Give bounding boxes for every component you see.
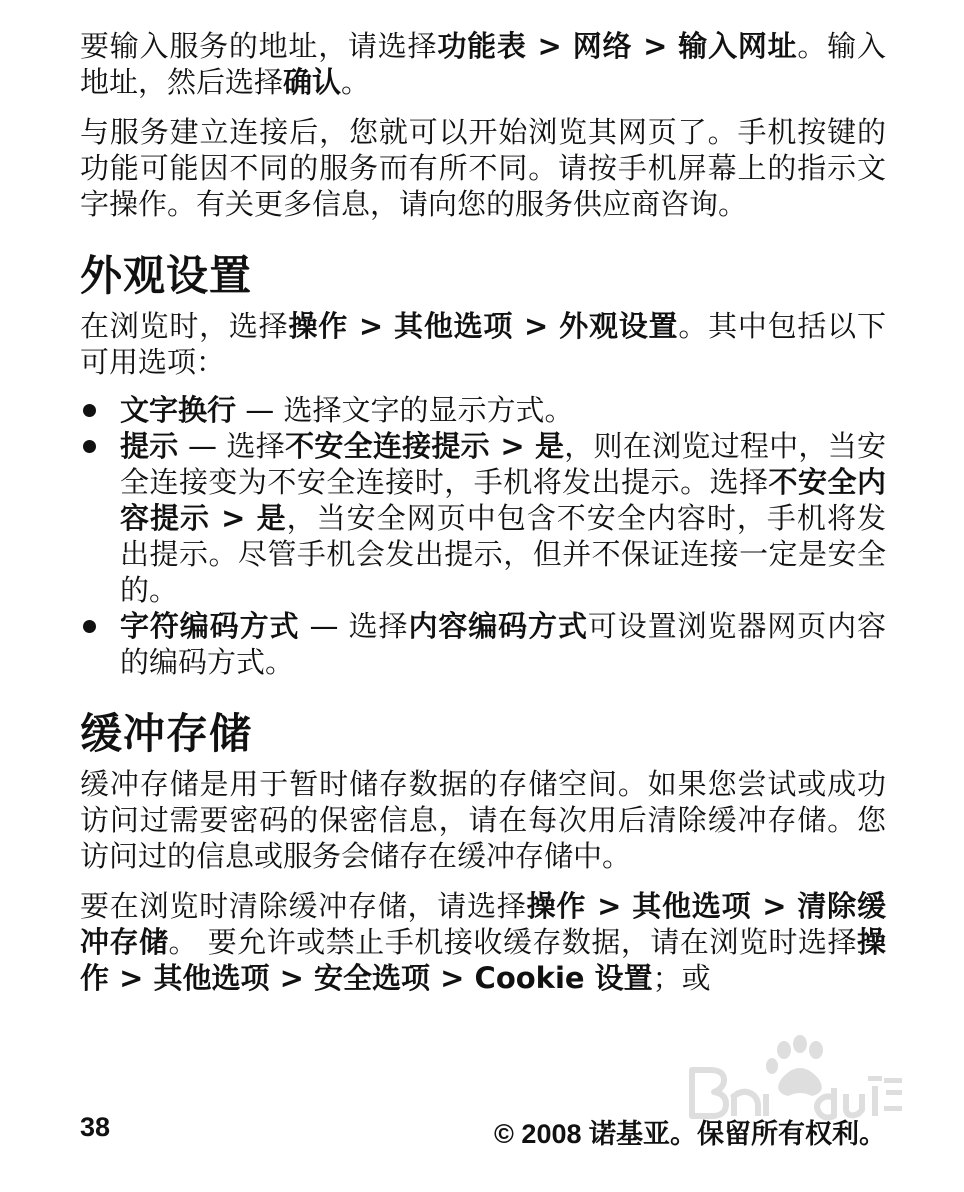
page-number: 38 xyxy=(80,1112,111,1142)
intro-paragraph-connection: 与服务建立连接后，您就可以开始浏览其网页了。手机按键的功能可能因不同的服务而有所不同。请按手机屏幕上的指示文字操作。有关更多信息，请向您的服务供应商咨询。 xyxy=(80,115,886,221)
list-item-alerts: 提示 — 选择不安全连接提示 > 是，则在浏览过程中，当安全连接变为不安全连接时，手机将发出提示。选择不安全内容提示 > 是，当安全网页中包含不安全内容时，手机将发出提示。尽管手机会发出提示，但并不保证连接一定是安全的。 xyxy=(80,428,886,608)
appearance-paragraph: 在浏览时，选择操作 > 其他选项 > 外观设置。其中包括以下可用选项： xyxy=(80,309,886,379)
page-footer xyxy=(80,1112,886,1148)
list-item-encoding: 字符编码方式 — 选择内容编码方式可设置浏览器网页内容的编码方式。 xyxy=(80,608,886,680)
option-term: 字符编码方式 xyxy=(120,609,300,643)
menu-path-item: 网络 xyxy=(572,29,633,63)
menu-path-item: 确认 xyxy=(283,65,342,99)
copyright-notice: © 2008 诺基亚。保留所有权利。 xyxy=(494,1119,886,1149)
menu-path-item: 功能表 xyxy=(437,29,527,63)
intro-paragraph-url: 要输入服务的地址，请选择功能表 > 网络 > 输入网址。输入地址，然后选择确认。 xyxy=(80,29,886,99)
option-term: 文字换行 xyxy=(120,393,237,427)
cache-paragraph-clear: 要在浏览时清除缓冲存储，请选择操作 > 其他选项 > 清除缓冲存储。 要允许或禁止手机接收缓存数据，请在浏览时选择操作 > 其他选项 > 安全选项 > Cookie 设置；或 xyxy=(80,889,886,995)
menu-path-item: 操作 xyxy=(288,309,348,343)
menu-path-item: 外观设置 xyxy=(559,309,679,343)
menu-path-item: 输入网址 xyxy=(678,29,798,63)
section-heading-cache: 缓冲存储 xyxy=(80,709,253,758)
option-term: 提示 xyxy=(120,429,179,463)
section-heading-appearance: 外观设置 xyxy=(80,251,253,300)
menu-path-item: 其他选项 xyxy=(394,309,514,343)
list-item-text-wrap: 文字换行 — 选择文字的显示方式。 xyxy=(80,392,886,428)
cache-paragraph-description: 缓冲存储是用于暂时储存数据的存储空间。如果您尝试或成功访问过需要密码的保密信息，请在每次用后清除缓冲存储。您访问过的信息或服务会储存在缓冲存储中。 xyxy=(80,767,886,873)
document-page xyxy=(80,28,886,996)
appearance-options-list xyxy=(80,392,886,680)
